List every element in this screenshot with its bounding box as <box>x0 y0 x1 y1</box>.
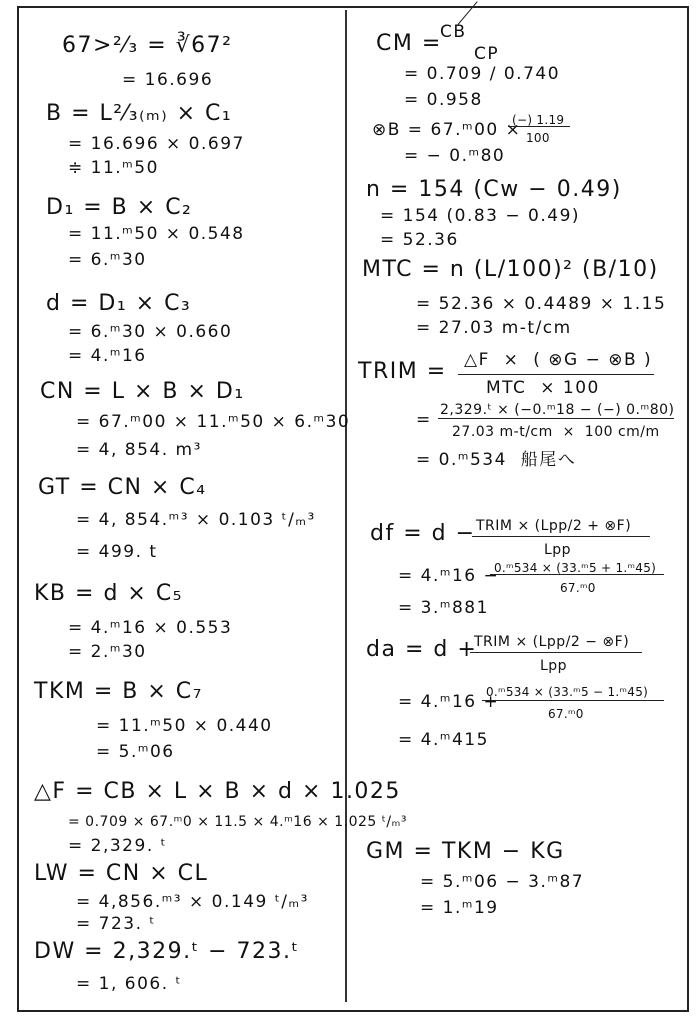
eq-displacement-step: = 0.709 × 67.ᵐ0 × 11.5 × 4.ᵐ16 × 1.025 ᵗ/ₘ³ <box>68 814 407 830</box>
eq-trim-den: MTC × 100 <box>486 378 600 398</box>
eq-lw-result: = 723. ᵗ <box>76 914 156 934</box>
eq-trim-step-num: 2,329.ᵗ × (−0.ᵐ18 − (−) 0.ᵐ80) <box>440 402 675 418</box>
eq-power: 67>²⁄₃ = ∛67² <box>62 33 233 58</box>
eq-kb-result: = 2.ᵐ30 <box>68 642 147 662</box>
eq-lcb-result: = − 0.ᵐ80 <box>404 146 506 166</box>
eq-trim-bar <box>458 374 654 375</box>
eq-tkm-header: TKM = B × C₇ <box>34 679 203 704</box>
eq-d1-header: D₁ = B × C₂ <box>46 195 193 220</box>
eq-trim-step-bar <box>438 418 674 419</box>
eq-b-step: = 16.696 × 0.697 <box>68 134 245 154</box>
eq-d-step: = 6.ᵐ30 × 0.660 <box>68 322 233 342</box>
eq-df-step-bar <box>490 574 664 575</box>
eq-lcb-lhs: ⊗B = 67.ᵐ00 × <box>372 120 522 140</box>
eq-mtc-step: = 52.36 × 0.4489 × 1.15 <box>416 294 667 314</box>
eq-da-step-num: 0.ᵐ534 × (33.ᵐ5 − 1.ᵐ45) <box>486 685 649 699</box>
eq-df-step-lhs: = 4.ᵐ16 − <box>398 566 500 586</box>
eq-cm-num: CB <box>440 22 467 42</box>
eq-b-header: B = L²⁄₃₍ₘ₎ × C₁ <box>46 101 233 126</box>
eq-b-result: ≑ 11.ᵐ50 <box>68 158 159 178</box>
eq-gm-result: = 1.ᵐ19 <box>420 898 499 918</box>
eq-d-header: d = D₁ × C₃ <box>46 291 192 316</box>
eq-da-num: TRIM × (Lpp/2 − ⊗F) <box>474 634 630 650</box>
eq-trim-result: = 0.ᵐ534 船尾へ <box>416 450 577 470</box>
eq-cm-result: = 0.958 <box>404 90 483 110</box>
eq-lcb-num: (−) 1.19 <box>512 113 565 127</box>
eq-df-step-num: 0.ᵐ534 × (33.ᵐ5 + 1.ᵐ45) <box>494 561 657 575</box>
eq-df-step-den: 67.ᵐ0 <box>560 581 596 595</box>
eq-da-step-bar <box>482 700 664 701</box>
eq-trim-eq: = <box>416 410 432 430</box>
eq-displacement-result: = 2,329. ᵗ <box>68 836 168 856</box>
eq-df-num: TRIM × (Lpp/2 + ⊗F) <box>476 518 632 534</box>
eq-da-step-den: 67.ᵐ0 <box>548 707 584 721</box>
eq-lcb-bar <box>508 126 570 127</box>
column-divider <box>345 10 347 1002</box>
eq-trim-lhs: TRIM = <box>358 359 447 384</box>
eq-df-lhs: df = d − <box>370 521 476 546</box>
eq-da-lhs: da = d + <box>366 637 478 662</box>
eq-cm-lhs: CM = <box>376 31 451 56</box>
eq-gm-step: = 5.ᵐ06 − 3.ᵐ87 <box>420 872 585 892</box>
eq-da-result: = 4.ᵐ415 <box>398 730 489 750</box>
eq-d1-result: = 6.ᵐ30 <box>68 250 147 270</box>
eq-cm-den: CP <box>474 44 500 64</box>
eq-d-result: = 4.ᵐ16 <box>68 346 147 366</box>
eq-mtc-header: MTC = n (L/100)² (B/10) <box>362 257 659 282</box>
eq-trim-num: △F × ( ⊗G − ⊗B ) <box>464 350 653 370</box>
eq-n-step: = 154 (0.83 − 0.49) <box>380 206 581 226</box>
eq-gm-header: GM = TKM − KG <box>366 839 565 864</box>
eq-power-result: = 16.696 <box>122 70 214 90</box>
eq-gt-result: = 499. t <box>76 542 158 562</box>
eq-dw-header: DW = 2,329.ᵗ − 723.ᵗ <box>34 939 300 964</box>
eq-cn-header: CN = L × B × D₁ <box>40 379 245 404</box>
eq-n-header: n = 154 (Cw − 0.49) <box>366 177 622 202</box>
eq-df-bar <box>472 536 650 537</box>
eq-displacement-header: △F = CB × L × B × d × 1.025 <box>34 779 401 804</box>
eq-cn-step: = 67.ᵐ00 × 11.ᵐ50 × 6.ᵐ30 <box>76 412 351 432</box>
eq-cm-step: = 0.709 / 0.740 <box>404 64 561 84</box>
eq-lcb-den: 100 <box>526 131 550 145</box>
eq-tkm-result: = 5.ᵐ06 <box>96 742 175 762</box>
eq-dw-result: = 1, 606. ᵗ <box>76 974 183 994</box>
eq-lw-step: = 4,856.ᵐ³ × 0.149 ᵗ/ₘ³ <box>76 892 309 912</box>
eq-da-den: Lpp <box>540 658 568 674</box>
eq-trim-step-den: 27.03 m-t/cm × 100 cm/m <box>452 424 660 440</box>
eq-lw-header: LW = CN × CL <box>34 861 209 886</box>
eq-tkm-step: = 11.ᵐ50 × 0.440 <box>96 716 273 736</box>
eq-da-step-lhs: = 4.ᵐ16 + <box>398 692 500 712</box>
eq-da-bar <box>470 652 642 653</box>
eq-cn-result: = 4, 854. m³ <box>76 440 202 460</box>
eq-df-den: Lpp <box>544 542 572 558</box>
eq-df-result: = 3.ᵐ881 <box>398 598 489 618</box>
eq-kb-step: = 4.ᵐ16 × 0.553 <box>68 618 233 638</box>
eq-gt-step: = 4, 854.ᵐ³ × 0.103 ᵗ/ₘ³ <box>76 510 316 530</box>
eq-mtc-result: = 27.03 m-t/cm <box>416 318 572 338</box>
eq-gt-header: GT = CN × C₄ <box>38 475 207 500</box>
eq-n-result: = 52.36 <box>380 230 459 250</box>
eq-kb-header: KB = d × C₅ <box>34 581 184 606</box>
eq-d1-step: = 11.ᵐ50 × 0.548 <box>68 224 245 244</box>
